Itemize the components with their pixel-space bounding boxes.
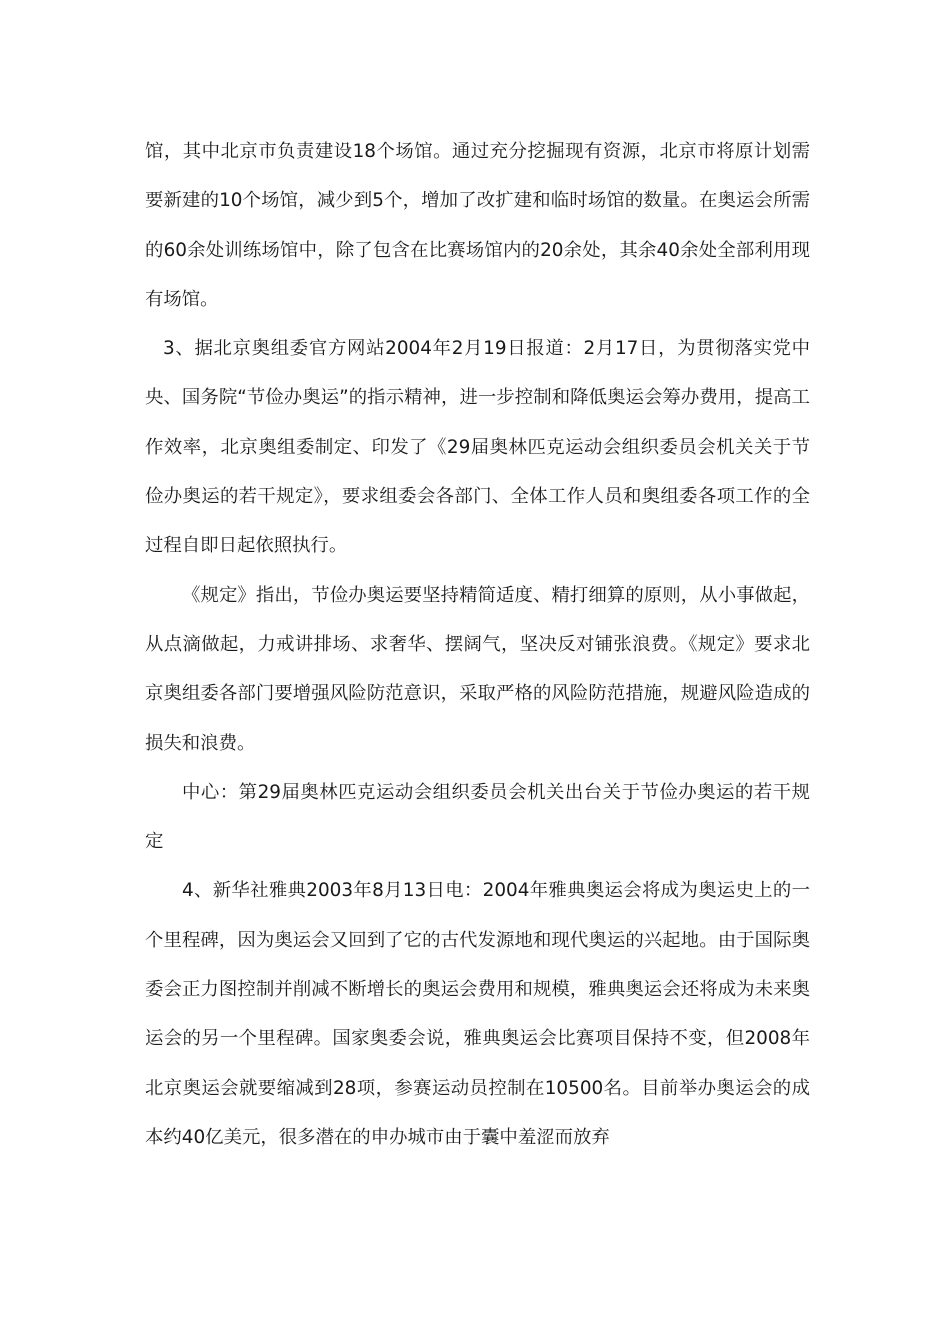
paragraph-regulation: 《规定》指出，节俭办奥运要坚持精简适度、精打细算的原则，从小事做起，从点滴做起，力戒讲排场、求奢华、摆阔气，坚决反对铺张浪费。《规定》要求北京奥组委各部门要增强风险防范意识，采取严格的风险防范措施，规避风险造成的损失和浪费。: [145, 584, 810, 754]
paragraph-item-4: 4、新华社雅典2003年8月13日电：2004年雅典奥运会将成为奥运史上的一个里程碑，因为奥运会又回到了它的古代发源地和现代奥运的兴起地。由于国际奥委会正力图控制并削减不断增长的奥运会费用和规模，雅典奥运会还将成为未来奥运会的另一个里程碑。国家奥委会说，雅典奥运会比赛项目保持不变，但2008年北京奥运会就要缩减到28项，参赛运动员控制在10500名。目前举办奥运会的成本约40亿美元，很多潜在的申办城市由于囊中羞涩而放弃: [145, 880, 810, 1148]
paragraph-venues: 馆，其中北京市负责建设18个场馆。通过充分挖掘现有资源，北京市将原计划需要新建的10个场馆，减少到5个，增加了改扩建和临时场馆的数量。在奥运会所需的60余处训练场馆中，除了包含在比赛场馆内的20余处，其余40余处全部利用现有场馆。: [145, 141, 810, 310]
document-body: [145, 127, 810, 1162]
paragraph-item-3: 3、据北京奥组委官方网站2004年2月19日报道：2月17日，为贯彻落实党中央、国务院“节俭办奥运”的指示精神，进一步控制和降低奥运会筹办费用，提高工作效率，北京奥组委制定、印发了《29届奥林匹克运动会组织委员会机关关于节俭办奥运的若干规定》，要求组委会各部门、全体工作人员和奥组委各项工作的全过程自即日起依照执行。: [145, 338, 810, 557]
paragraph-center: 中心：第29届奥林匹克运动会组织委员会机关出台关于节俭办奥运的若干规定: [145, 781, 810, 853]
